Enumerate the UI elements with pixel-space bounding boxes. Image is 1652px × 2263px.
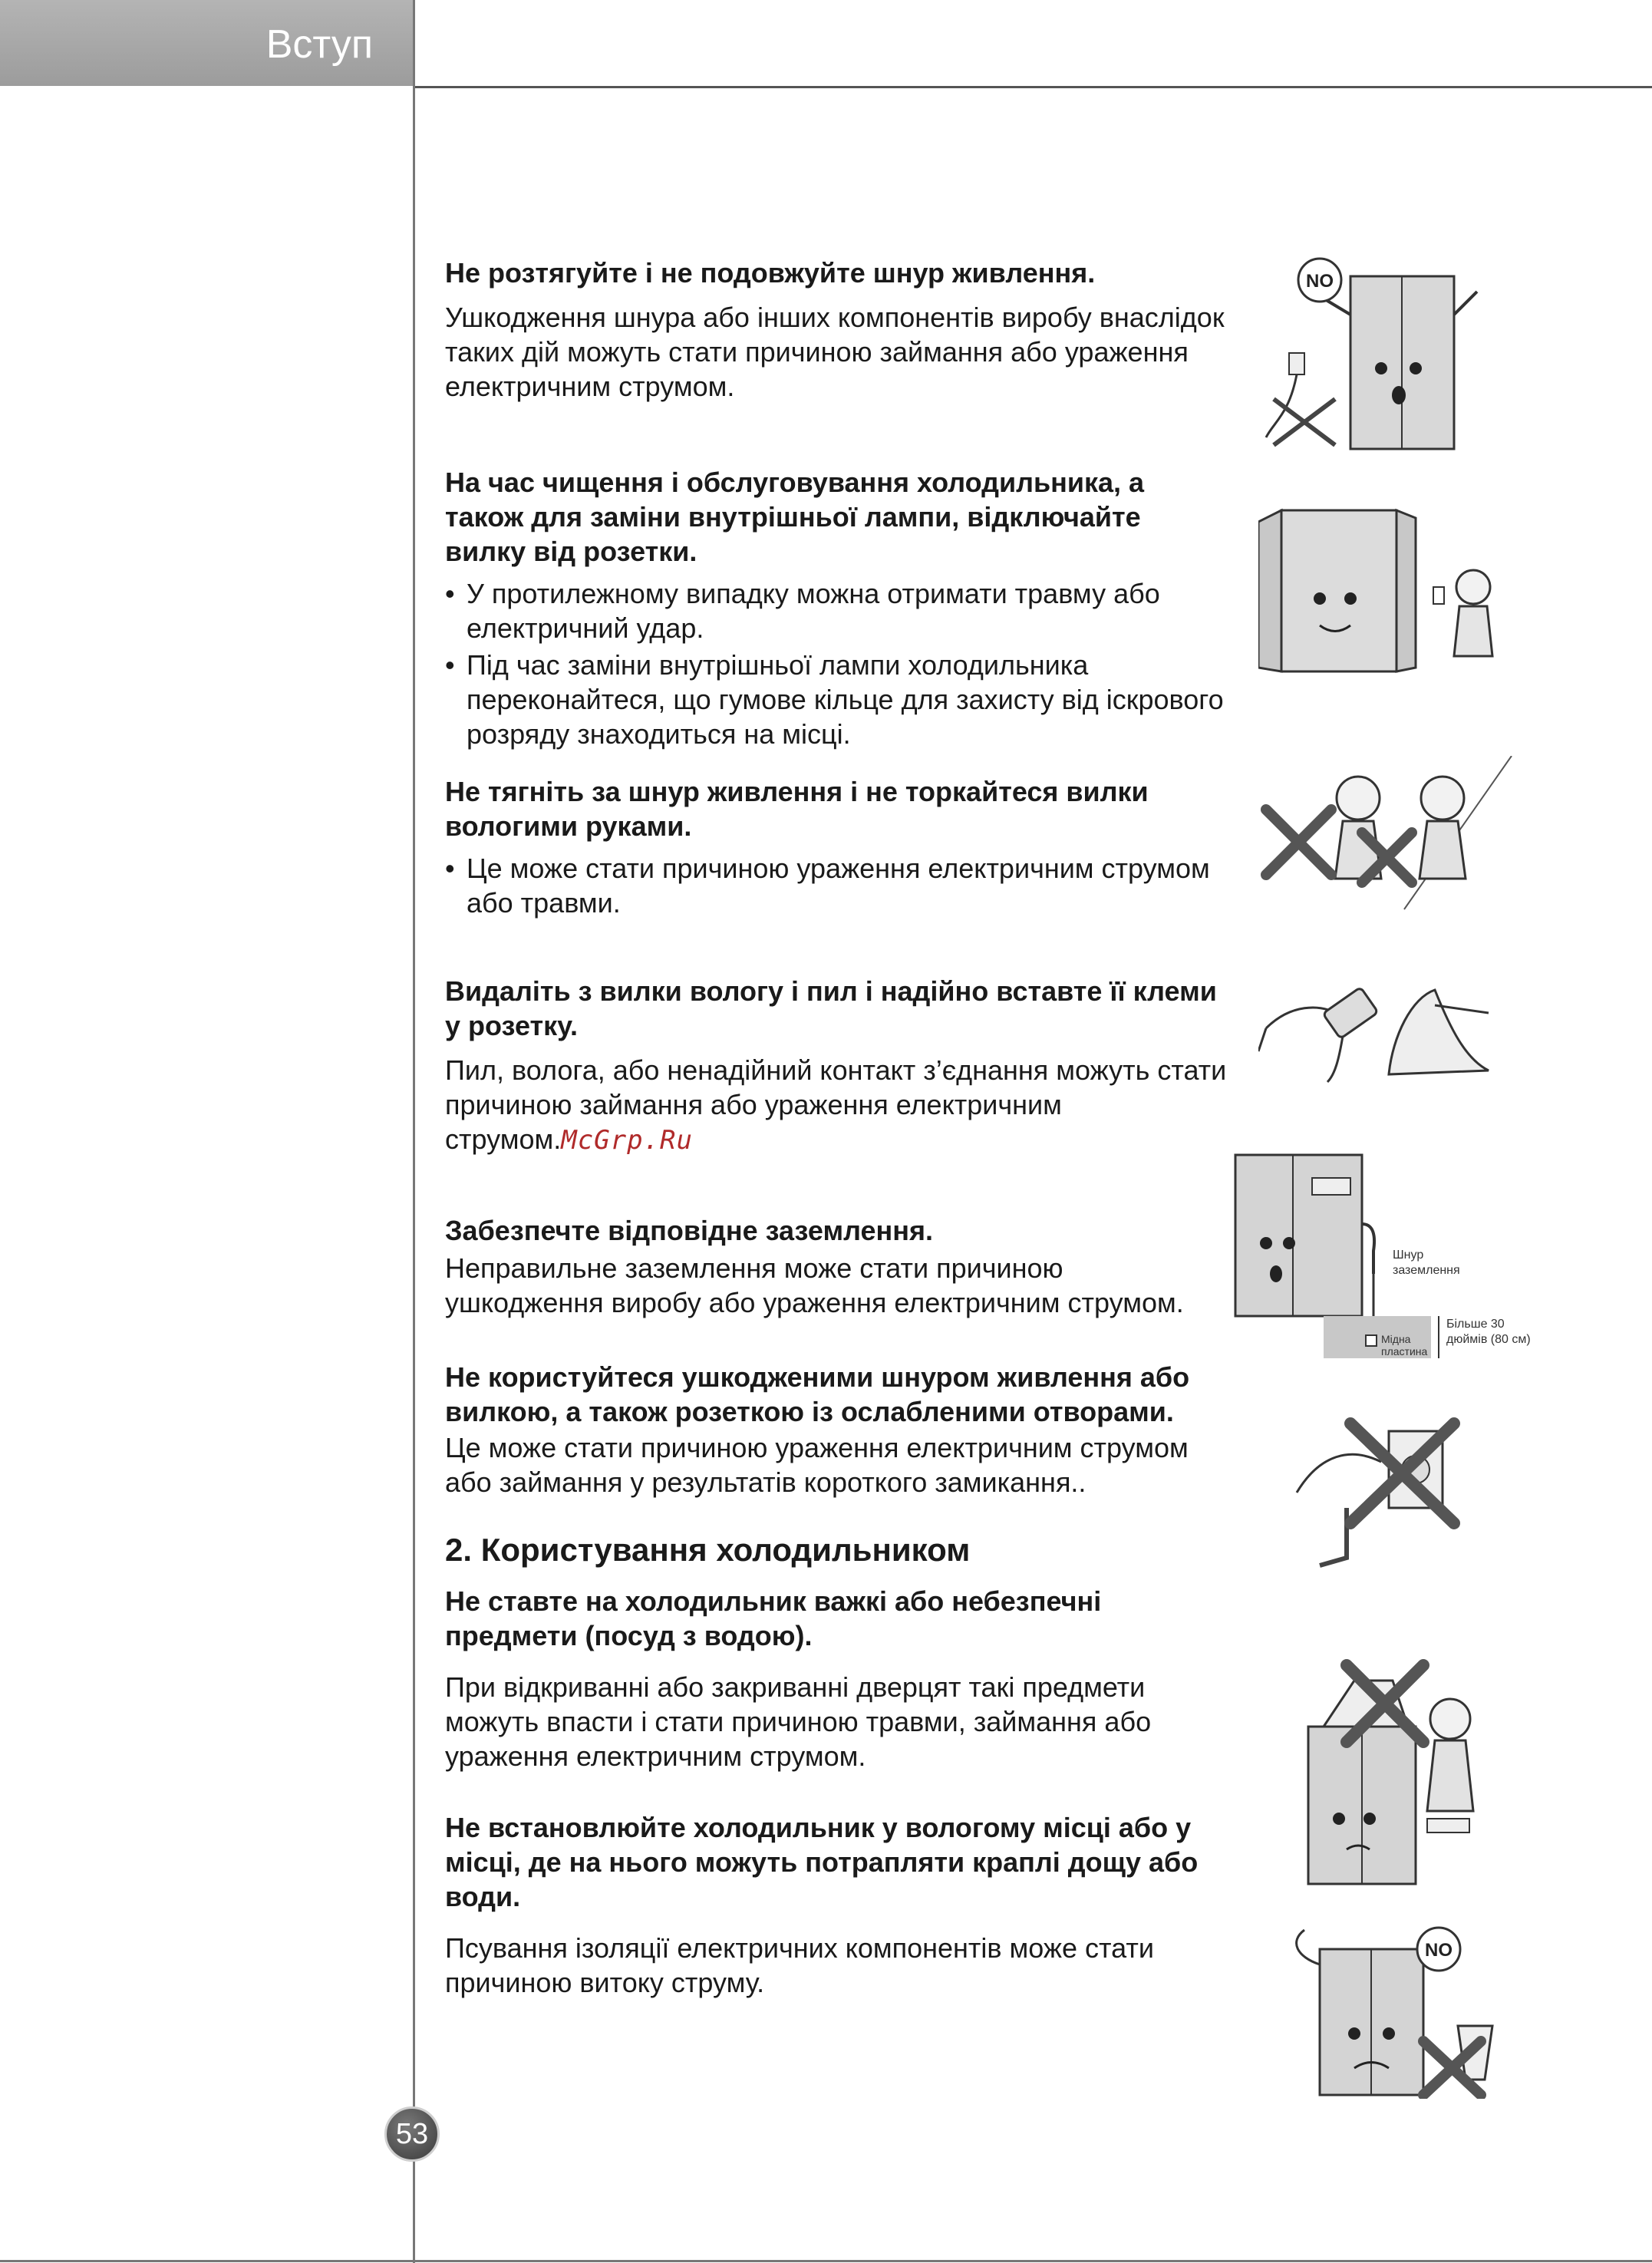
watermark: McGrp.Ru [561,1125,693,1156]
illustration-wet-hands [1258,756,1519,917]
illustration-unplug [1258,503,1504,679]
margin-rule [413,0,415,2263]
section-body: Це може стати причиною ураження електричним струмом або займання у результатів короткого замикання.. [445,1432,1189,1498]
section-wet-hands [445,774,1228,920]
section-body: Псування ізоляції електричних компонентів може стати причиною витоку струму. [445,1932,1154,1998]
chapter-title: 2. Користування холодильником [445,1532,971,1568]
section-heading: Не ставте на холодильник важкі або небезпечні предмети (посуд з водою). [445,1585,1102,1651]
copper-plate-label-1: Мідна [1381,1333,1411,1345]
section-body: При відкриванні або закриванні дверцят такі предмети можуть впасти і стати причиною травми, займання або ураження електричним струмом. [445,1671,1152,1772]
illustration-cord-stretch [1258,246,1489,453]
depth-label-2: дюймів (80 см) [1446,1333,1531,1346]
illustration-heavy-objects [1293,1658,1500,1888]
illustration-grounding [1232,1151,1554,1366]
bullet-item: • Це може стати причиною ураження електричним струмом або травми. [445,851,1228,920]
header-rule [413,86,1652,88]
section-body: Неправильне заземлення може стати причиною ушкодження виробу або ураження електричним струмом. [445,1252,1184,1318]
section-heavy-objects [445,1584,1228,1773]
depth-label-1: Більше 30 [1446,1318,1505,1331]
ground-wire-label-2: заземлення [1393,1264,1460,1277]
illustration-damaged-cord [1289,1408,1466,1573]
section-heading: На час чищення і обслуговування холодильника, а також для заміни внутрішньої лампи, відключайте вилку від розетки. [445,467,1145,567]
section-clean-plug [445,974,1228,1158]
illustration-humid-place [1281,1918,1496,2099]
section-heading: Не встановлюйте холодильник у вологому місці або у місці, де на нього можуть потрапляти краплі дощу або води. [445,1812,1199,1912]
no-label: NO [1425,1940,1453,1961]
section-body [445,1053,1228,1158]
page-number: 53 [384,2106,440,2162]
bullet-item: • У протилежному випадку можна отримати травму або електричний удар. [445,576,1228,645]
section-cord-stretch [445,256,1228,404]
main-content [445,256,1228,2000]
header-tab [0,0,413,86]
chapter-block [445,1530,1228,1570]
copper-plate-label-2: пластина [1381,1345,1428,1357]
bullet-list [445,851,1228,920]
section-heading: Не розтягуйте і не подовжуйте шнур живлення. [445,257,1096,289]
bullet-item: • Під час заміни внутрішньої лампи холодильника переконайтеся, що гумове кільце для захисту від іскрового розряду знаходиться на місці. [445,648,1228,751]
illustration-clean-plug [1258,975,1496,1090]
section-heading: Забезпечте відповідне заземлення. [445,1215,934,1246]
section-body-text: Пил, волога, або ненадійний контакт з’єднання можуть стати причиною займання або ураження електричним струмом. [445,1054,1227,1155]
section-grounding [445,1213,1228,1320]
section-unplug-cleaning [445,465,1228,751]
section-body: Ушкодження шнура або інших компонентів виробу внаслідок таких дій можуть стати причиною займання або ураження електричним струмом. [445,302,1225,402]
section-heading: Видаліть з вилки вологу і пил і надійно вставте її клеми у розетку. [445,975,1217,1041]
page-section-title: Вступ [265,22,373,67]
section-damaged-cord [445,1360,1228,1499]
ground-wire-label-1: Шнур [1393,1249,1424,1262]
section-humid-place [445,1810,1228,2000]
section-heading: Не тягніть за шнур живлення і не торкайтеся вилки вологими руками. [445,776,1149,842]
bullet-list [445,576,1228,751]
section-heading: Не користуйтеся ушкодженими шнуром живлення або вилкою, а також розеткою із ослабленими отворами. [445,1361,1190,1427]
bottom-rule [0,2260,1652,2262]
no-label: NO [1306,271,1334,292]
